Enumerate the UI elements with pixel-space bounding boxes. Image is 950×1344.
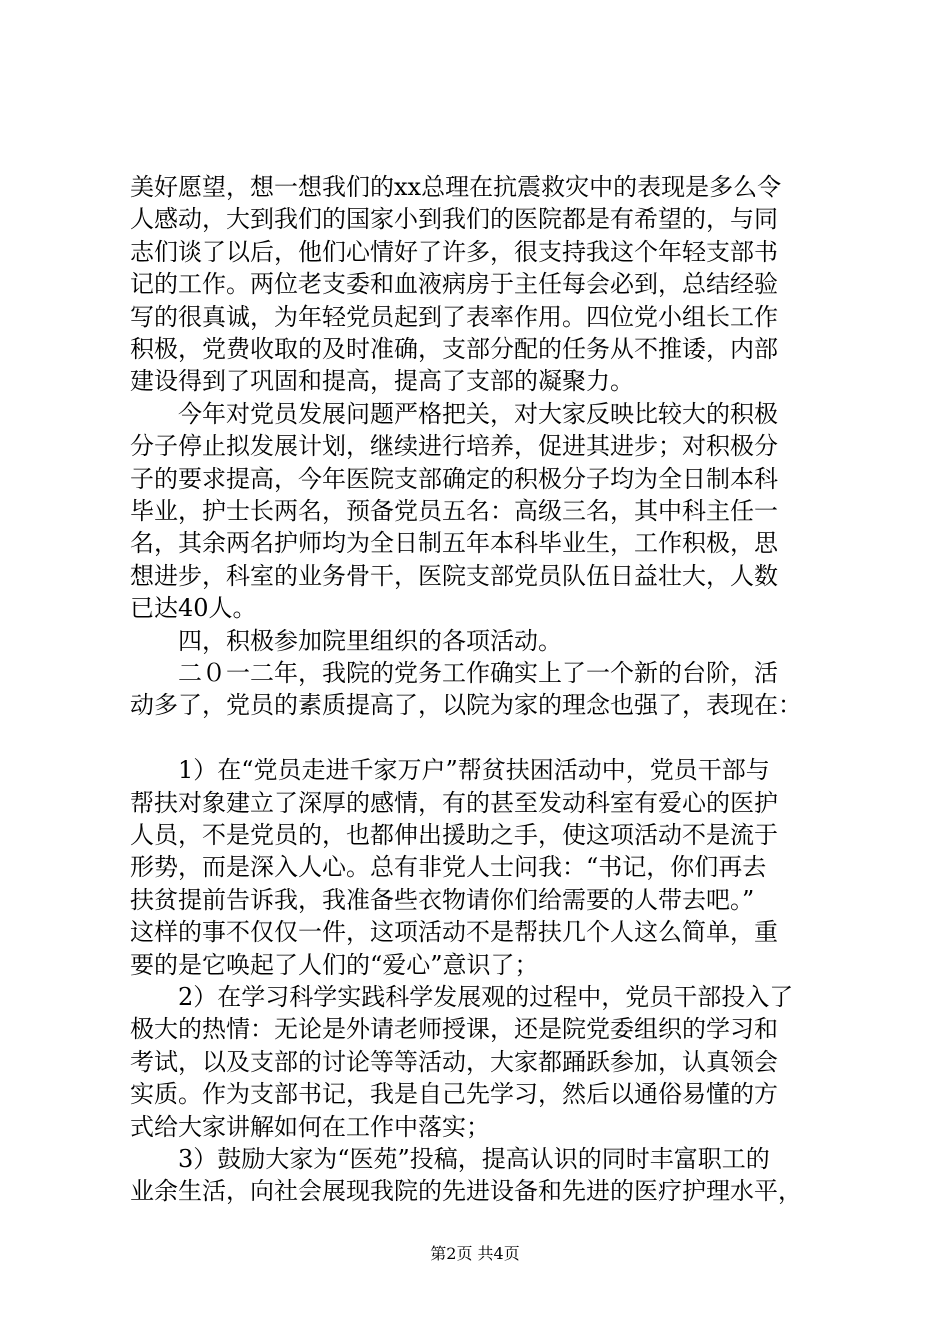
body-text-line: 帮扶对象建立了深厚的感情，有的甚至发动科室有爱心的医护	[130, 788, 778, 817]
section-heading: 四，积极参加院里组织的各项活动。	[130, 626, 562, 655]
body-text-line: 动多了，党员的素质提高了，以院为家的理念也强了，表现在：	[130, 691, 802, 720]
body-text-line: 积极，党费收取的及时准确，支部分配的任务从不推诿，内部	[130, 335, 778, 363]
body-text-line: 子的要求提高，今年医院支部确定的积极分子均为全日制本科	[130, 464, 778, 493]
body-text-line: 要的是它唤起了人们的“爱心”意识了；	[130, 950, 539, 979]
body-text-line: 记的工作。两位老支委和血液病房于主任每会必到，总结经验	[130, 270, 778, 299]
body-text-line: 人员，不是党员的，也都伸出援助之手，使这项活动不是流于	[130, 821, 778, 849]
page-number-footer: 第2页 共4页	[430, 1244, 520, 1263]
body-text-line: 实质。作为支部书记，我是自己先学习，然后以通俗易懂的方	[130, 1080, 778, 1109]
body-text-line: 今年对党员发展问题严格把关，对大家反映比较大的积极	[130, 399, 778, 428]
body-text-line: 二０一二年，我院的党务工作确实上了一个新的台阶，活	[130, 659, 778, 687]
body-text-line: 考试，以及支部的讨论等等活动，大家都踊跃参加，认真领会	[130, 1047, 778, 1076]
body-text-line: 扶贫提前告诉我，我准备些衣物请你们给需要的人带去吧。”	[130, 885, 755, 914]
body-text-line: 名，其余两名护师均为全日制五年本科毕业生，工作积极，思	[130, 529, 778, 558]
body-text-line: 业余生活，向社会展现我院的先进设备和先进的医疗护理水平，	[130, 1177, 802, 1206]
body-text-line: 已达40人。	[130, 594, 257, 623]
body-text-line: 写的很真诚，为年轻党员起到了表率作用。四位党小组长工作	[130, 302, 778, 331]
body-text-line: 这样的事不仅仅一件，这项活动不是帮扶几个人这么简单，重	[130, 918, 778, 947]
body-text-line: 分子停止拟发展计划，继续进行培养，促进其进步；对积极分	[130, 432, 778, 461]
body-text-line: 3）鼓励大家为“医苑”投稿，提高认识的同时丰富职工的	[130, 1145, 770, 1173]
body-text-line: 想进步，科室的业务骨干，医院支部党员队伍日益壮大，人数	[130, 561, 778, 590]
list-item-line: 2）在学习科学实践科学发展观的过程中，党员干部投入了	[130, 983, 794, 1011]
body-text-line: 毕业，护士长两名，预备党员五名：高级三名，其中科主任一	[130, 497, 778, 525]
body-text-line: 式给大家讲解如何在工作中落实；	[130, 1112, 490, 1141]
body-text-line: 人感动，大到我们的国家小到我们的医院都是有希望的，与同	[130, 205, 778, 234]
body-text-line: 形势，而是深入人心。总有非党人士问我：“书记，你们再去	[130, 853, 767, 882]
body-text-line: 极大的热情：无论是外请老师授课，还是院党委组织的学习和	[130, 1015, 778, 1044]
list-item-line: 1）在“党员走进千家万户”帮贫扶困活动中，党员干部与	[130, 756, 770, 785]
body-text-line: 美好愿望，想一想我们的xx总理在抗震救灾中的表现是多么令	[130, 173, 782, 201]
body-text-line: 志们谈了以后，他们心情好了许多，很支持我这个年轻支部书	[130, 237, 778, 266]
body-text-line: 建设得到了巩固和提高，提高了支部的凝聚力。	[130, 367, 634, 396]
